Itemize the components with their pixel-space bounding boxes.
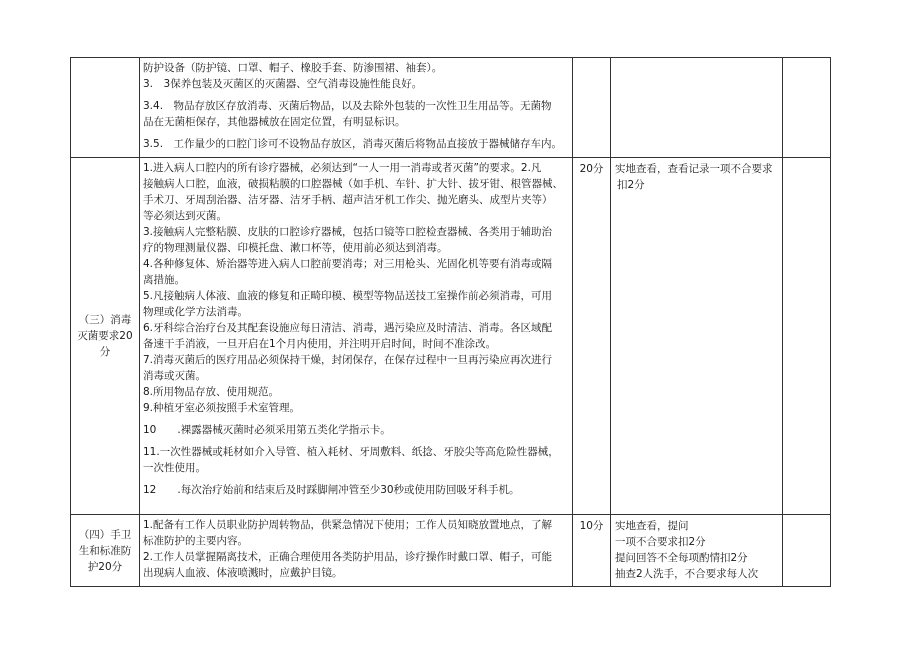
evaluation-table [70, 57, 831, 587]
category-cell: （四）手卫生和标准防护20分 [71, 515, 140, 587]
requirement-line: 5.凡接触病人体液、血液的修复和正畸印模、模型等物品送技工室操作前必须消毒，可用 [143, 290, 553, 302]
deduction-cell [783, 515, 831, 587]
requirements-cell [140, 158, 573, 515]
method-line: 提问回答不全每项酌情扣2分 [615, 552, 748, 564]
method-line: 实地查看，查看记录一项不合要求 [615, 163, 773, 175]
method-cell [611, 158, 783, 515]
requirement-line: 3.5. 工作量少的口腔门诊可不设物品存放区，消毒灭菌后将物品直接放于器械储存车内。 [143, 138, 563, 150]
deduction-cell [783, 158, 831, 515]
requirement-line: 防护设备（防护镜、口罩、帽子、橡胶手套、防渗围裙、袖套）。 [143, 62, 443, 74]
requirements-cell [140, 515, 573, 587]
table-row [71, 515, 831, 587]
method-cell [611, 58, 783, 158]
method-line: 扣2分 [617, 179, 645, 191]
requirement-line: 接触病人口腔，血液，破损粘膜的口腔器械（如手机、车针、扩大针、拔牙钳、根管器械、 [143, 178, 563, 190]
requirements-cell [140, 58, 573, 158]
requirement-line: 4.各种修复体、矫治器等进入病人口腔前要消毒；对三用枪头、光固化机等要有消毒或隔 [143, 258, 553, 270]
method-line: 实地查看，提问 [615, 520, 689, 532]
category-cell: （三）消毒灭菌要求20分 [71, 158, 140, 515]
requirement-line: 1.进入病人口腔内的所有诊疗器械，必须达到“一人一用一消毒或者灭菌”的要求。2.凡 [143, 162, 542, 174]
requirement-line: 7.消毒灭菌后的医疗用品必须保持干燥，封闭保存，在保存过程中一旦再污染应再次进行 [143, 354, 553, 366]
requirement-line: 疗的物理测量仪器、印模托盘、漱口杯等，使用前必须达到消毒。 [143, 242, 448, 254]
requirement-line: 消毒或灭菌。 [143, 370, 206, 382]
requirement-line: 12 .每次治疗始前和结束后及时踩脚闸冲管至少30秒或使用防回吸牙科手机。 [143, 484, 520, 496]
requirement-line: 6.牙科综合治疗台及其配套设施应每日清洁、消毒，遇污染应及时清洁、消毒。各区域配 [143, 322, 553, 334]
requirement-line: 手术刀、牙周刮治器、洁牙器、洁牙手柄、超声洁牙机工作尖、抛光磨头、成型片夹等） [143, 194, 553, 206]
requirement-line: 标准防护的主要内容。 [143, 535, 248, 547]
table-row [71, 158, 831, 515]
deduction-cell [783, 58, 831, 158]
method-line: 抽查2人洗手，不合要求每人次 [615, 568, 759, 580]
requirement-line: 物理或化学方法消毒。 [143, 306, 248, 318]
method-line: 一项不合要求扣2分 [615, 536, 706, 548]
score-cell: 20分 [573, 158, 611, 515]
score-cell: 10分 [573, 515, 611, 587]
requirement-line: 1.配备有工作人员职业防护周转物品，供紧急情况下使用；工作人员知晓放置地点，了解 [143, 519, 553, 531]
requirement-line: 备速干手消液，一旦开启在1个月内使用，并注明开启时间，时间不准涂改。 [143, 338, 497, 350]
category-cell [71, 58, 140, 158]
requirement-line: 2.工作人员掌握隔离技术，正确合理使用各类防护用品，诊疗操作时戴口罩、帽子，可能 [143, 551, 553, 563]
score-cell [573, 58, 611, 158]
requirement-line: 等必须达到灭菌。 [143, 210, 227, 222]
method-cell [611, 515, 783, 587]
requirement-line: 8.所用物品存放、使用规范。 [143, 386, 280, 398]
requirement-line: 3.接触病人完整粘膜、皮肤的口腔诊疗器械，包括口镜等口腔检查器械、各类用于辅助治 [143, 226, 553, 238]
requirement-line: 3.4. 物品存放区存放消毒、灭菌后物品，以及去除外包装的一次性卫生用品等。无菌物 [143, 100, 552, 112]
requirement-line: 3. 3保养包装及灭菌区的灭菌器、空气消毒设施性能良好。 [143, 78, 423, 90]
requirement-line: 品在无菌柜保存，其他器械放在固定位置，有明显标识。 [143, 116, 406, 128]
requirement-line: 一次性使用。 [143, 462, 206, 474]
requirement-line: 出现病人血液、体液喷溅时，应戴护目镜。 [143, 567, 343, 579]
requirement-line: 10 .裸露器械灭菌时必须采用第五类化学指示卡。 [143, 424, 391, 436]
requirement-line: 离措施。 [143, 274, 185, 286]
requirement-line: 9.种植牙室必须按照手术室管理。 [143, 402, 301, 414]
requirement-line: 11.一次性器械或耗材如介入导管、植入耗材、牙周敷料、纸捻、牙胶尖等高危险性器械， [143, 446, 559, 458]
table-row [71, 58, 831, 158]
